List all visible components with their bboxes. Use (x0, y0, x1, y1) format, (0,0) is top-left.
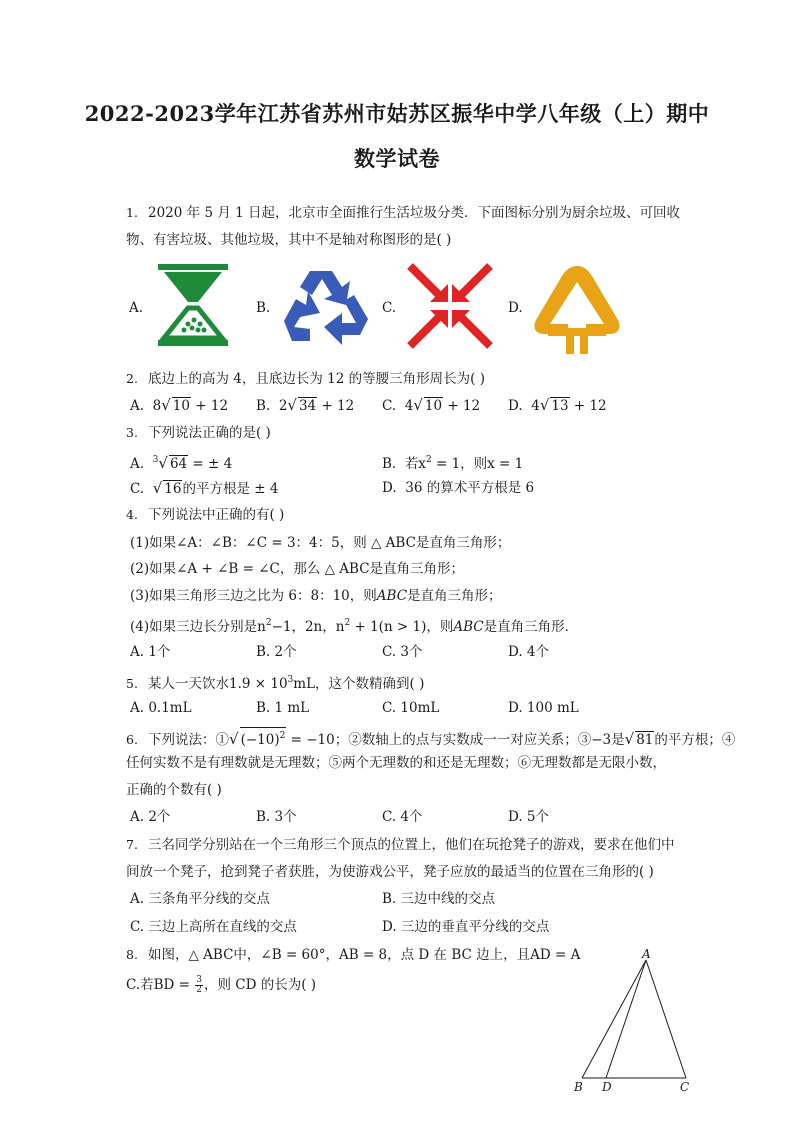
q2-option-b: B. 2√ 34 + 12 (256, 396, 355, 414)
hazardous-waste-icon (404, 262, 496, 350)
q5-option-a: A. 0.1mL (130, 700, 192, 716)
segment-ac (646, 960, 686, 1078)
recycle-icon (280, 265, 372, 347)
q4-statement-4: (4)如果三边长分别是$n^2-1$，2n，$n^2 + 1(n > 1)$，则ABC是直角三角形． (130, 618, 579, 635)
kitchen-waste-icon (154, 262, 234, 348)
point-d-label: D (602, 1080, 612, 1094)
q8-text-line1: 8. 如图，△ ABC中，∠B = 60°，AB = 8，点 D 在 BC 边上，且AD = A (126, 947, 581, 963)
q5-option-d: D. 100 mL (508, 700, 579, 716)
q6-number: 6. (126, 732, 138, 747)
q4-statement-2: (2)如果∠A + ∠B = ∠C，那么 △ ABC是直角三角形； (130, 561, 465, 577)
exam-title-line2: 数学试卷 (354, 146, 440, 171)
exam-title-line1: 2022-2023学年江苏省苏州市姑苏区振华中学八年级（上）期中 (84, 101, 710, 126)
q1-option-c-label: C. (382, 300, 397, 316)
q7-option-b: B. 三边中线的交点 (382, 891, 496, 907)
q5-number: 5. (126, 676, 138, 691)
q3-number: 3. (126, 425, 138, 440)
q4-number: 4. (126, 507, 138, 522)
q3-option-b: B. 若$x^2 = 1$，则x = 1 (382, 455, 524, 472)
q4-statement-1: (1)如果∠A：∠B：∠C = 3：4：5，则 △ ABC是直角三角形； (130, 535, 511, 551)
q6-text-line2: 任何实数不是有理数就是无理数；⑤两个无理数的和还是无理数；⑥无理数都是无限小数， (126, 755, 666, 771)
q1-option-a-label: A. (129, 300, 144, 316)
point-c-label: C (680, 1080, 690, 1094)
q4-option-b: B. 2个 (256, 644, 297, 660)
q4-text: 4. 下列说法中正确的有( ) (126, 507, 285, 523)
q6-option-a: A. 2个 (130, 809, 171, 825)
q4-option-c: C. 3个 (382, 644, 423, 660)
q6-text-line3: 正确的个数有( ) (126, 782, 222, 798)
q2-option-c: C. 4√ 10 + 12 (382, 396, 481, 414)
segment-ab (582, 960, 646, 1078)
q1-number: 1. (126, 205, 138, 220)
q4-option-a: A. 1个 (130, 644, 171, 660)
q2-text: 2. 底边上的高为 4，且底边长为 12 的等腰三角形周长为( ) (126, 371, 485, 387)
q1-text-line1: 1. 2020 年 5 月 1 日起，北京市全面推行生活垃圾分类．下面图标分别为厨余垃圾、可回收 (126, 205, 680, 221)
q1-text-line2: 物、有害垃圾、其他垃圾，其中不是轴对称图形的是( ) (126, 232, 452, 248)
q8-number: 8. (126, 947, 138, 962)
q6-text-line1: 6. 下列说法：①√ $(-10)^2 = -10$；②数轴上的点与实数成一一对应关系；③−3是√ 81的平方根；④ (126, 727, 735, 749)
q5-option-b: B. 1 mL (256, 700, 310, 716)
q7-option-a: A. 三条角平分线的交点 (130, 891, 270, 907)
q8-triangle-figure (566, 948, 696, 1098)
q7-option-c: C. 三边上高所在直线的交点 (130, 919, 297, 935)
q5-text: 5. 某人一天饮水$1.9 \times 10^3mL$，这个数精确到( ) (126, 675, 425, 692)
q3-option-d: D. 36 的算术平方根是 6 (382, 480, 535, 496)
q3-text: 3. 下列说法正确的是( ) (126, 425, 271, 441)
q7-text-line1: 7. 三名同学分别站在一个三角形三个顶点的位置上，他们在玩抢凳子的游戏，要求在他们中 (126, 837, 675, 853)
point-b-label: B (574, 1080, 583, 1094)
other-waste-icon (532, 264, 622, 356)
point-a-label: A (642, 947, 651, 961)
q2-option-a: A. 8√ 10 + 12 (130, 396, 229, 414)
q7-number: 7. (126, 837, 138, 852)
q2-option-d: D. 4√ 13 + 12 (508, 396, 607, 414)
q1-option-b-label: B. (256, 300, 271, 316)
q6-option-d: D. 5个 (508, 809, 550, 825)
q6-option-c: C. 4个 (382, 809, 423, 825)
q2-number: 2. (126, 371, 138, 386)
q8-fraction: $\frac{3}{2}$ (196, 975, 203, 995)
q4-statement-3: (3)如果三角形三边之比为 6：8：10，则ABC是直角三角形； (130, 588, 502, 604)
q7-text-line2: 间放一个凳子，抢到凳子者获胜，为使游戏公平，凳子应放的最适当的位置在三角形的( ) (126, 864, 654, 880)
q8-text-line2: C.若BD = $\frac{3}{2}$ ，则 CD 的长为( ) (126, 975, 317, 995)
q5-option-c: C. 10mL (382, 700, 440, 716)
segment-ad (606, 960, 646, 1078)
q1-option-d-label: D. (508, 300, 523, 316)
q3-option-a: A. $^3$√ 64 = ± 4 (130, 454, 233, 472)
q7-option-d: D. 三边的垂直平分线的交点 (382, 919, 550, 935)
q3-option-c: C. √ 16的平方根是 ± 4 (130, 479, 279, 497)
q6-option-b: B. 3个 (256, 809, 297, 825)
q4-option-d: D. 4个 (508, 644, 550, 660)
